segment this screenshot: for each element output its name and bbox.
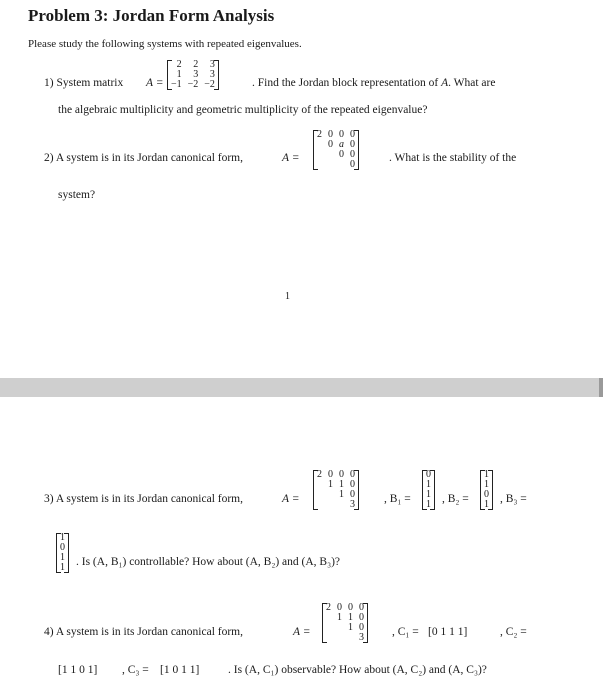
q3-matrix-entry: [325, 490, 336, 500]
q4-matrix-entry: 0: [348, 602, 353, 613]
q2-matrix-row: [314, 160, 358, 170]
q3-b3-entry: 1: [60, 562, 65, 573]
q4-matrix-entry: 1: [348, 622, 353, 633]
q3-b3-label: , B₃ =: [500, 493, 527, 505]
q3-matrix-entry: [314, 490, 325, 500]
q3-b1-label: , B₁ =: [384, 493, 411, 505]
q2-matrix-entry: 0: [350, 159, 355, 170]
q4-c1-vector: [0 1 1 1]: [428, 626, 468, 638]
q4-c1-label: , C₁ =: [392, 626, 419, 638]
q4-matrix-entry: [334, 633, 345, 643]
q4-c3-vector: [1 0 1 1]: [160, 664, 200, 676]
q3-matrix-entry: 1: [339, 479, 344, 490]
q3-matrix-entry: 1: [339, 489, 344, 500]
q2-matrix-entry: 0: [339, 129, 344, 140]
q4-matrix-entry: 0: [359, 612, 364, 623]
q3-matrix-entry: [314, 480, 325, 490]
q3-b2-entry: 1: [484, 469, 489, 480]
q4-matrix-entry: [334, 623, 345, 633]
q3-b3-entry: 1: [60, 532, 65, 543]
q4-matrix-entry: 0: [359, 602, 364, 613]
q3-b1-entry: 1: [426, 479, 431, 490]
q2-label: 2) A system is in its Jordan canonical form,: [44, 152, 243, 164]
q1-after-text2: . What are: [448, 77, 496, 89]
q2-matrix: [313, 130, 359, 170]
q1-matrix: [167, 60, 219, 90]
q2-matrix-entry: a: [339, 139, 344, 150]
page-divider: [0, 378, 603, 397]
q3-matrix-entry: 0: [339, 469, 344, 480]
q4-matrix-entry: 3: [359, 632, 364, 643]
problem-title: Problem 3: Jordan Form Analysis: [28, 6, 275, 25]
q3-b1-row: [423, 500, 434, 510]
q2-matrix-entry: 0: [339, 149, 344, 160]
q3-b1-entry: 0: [426, 469, 431, 480]
q4-matrix-entry: 2: [326, 602, 331, 613]
q1-matrix-entry: −2: [204, 79, 215, 90]
q4-matrix-entry: 1: [348, 612, 353, 623]
q2-matrix-entry: [314, 150, 325, 160]
q3-matrix-entry: 2: [317, 469, 322, 480]
q1-var: A =: [146, 77, 164, 89]
q3-b3-entry: 0: [60, 542, 65, 553]
q1-matrix-entry: 2: [193, 59, 199, 70]
page-2: [0, 397, 603, 700]
q3-b3-entry: 1: [60, 552, 65, 563]
q2-matrix-entry: [314, 160, 325, 170]
q3-line2: . Is (A, B₁) controllable? How about (A, B₂) and (A, B₃)?: [76, 556, 341, 568]
q3-label: 3) A system is in its Jordan canonical form,: [44, 493, 243, 505]
q2-matrix-entry: [336, 160, 347, 170]
q4-var: A =: [293, 626, 311, 638]
scrollbar-edge: [599, 378, 603, 397]
q1-matrix-entry: 2: [176, 59, 182, 70]
q3-b3-row: [57, 563, 68, 573]
q2-matrix-entry: [314, 140, 325, 150]
q3-var: A =: [282, 493, 300, 505]
q1-matrix-row: [168, 80, 218, 90]
q3-matrix-entry: 1: [328, 479, 333, 490]
q3-matrix-entry: [325, 500, 336, 510]
q3-b1-vector: [422, 470, 435, 510]
q1-after-text: . Find the Jordan block representation of: [252, 77, 439, 89]
q1-matrix-entry: 3: [193, 69, 199, 80]
q4-matrix-entry: [323, 633, 334, 643]
q4-matrix: [322, 603, 368, 643]
q4-c3-label: , C₃ =: [122, 664, 149, 676]
q2-line2: system?: [58, 189, 96, 201]
q2-matrix-entry: 0: [328, 129, 333, 140]
q3-b2-row: [481, 500, 492, 510]
q2-matrix-entry: 0: [328, 139, 333, 150]
q4-c2-label: , C₂ =: [500, 626, 527, 638]
q4-label: 4) A system is in its Jordan canonical form,: [44, 626, 243, 638]
q1-after: [252, 77, 495, 89]
q3-b1-entry: 1: [426, 489, 431, 500]
q3-matrix-entry: 0: [328, 469, 333, 480]
q3-matrix: [313, 470, 359, 510]
q3-b2-vector: [480, 470, 493, 510]
q3-matrix-entry: 0: [350, 469, 355, 480]
q4-matrix-entry: 0: [337, 602, 342, 613]
q1-matrix-entry: −1: [171, 79, 182, 90]
q2-var: A =: [282, 152, 300, 164]
q4-matrix-row: [323, 633, 367, 643]
page-number: 1: [285, 291, 290, 302]
q4-c2-vector: [1 1 0 1]: [58, 664, 98, 676]
intro-text: Please study the following systems with repeated eigenvalues.: [28, 38, 302, 50]
q2-matrix-entry: 0: [350, 139, 355, 150]
q3-b2-entry: 0: [484, 489, 489, 500]
q2-matrix-entry: [325, 150, 336, 160]
q1-label: 1) System matrix: [44, 77, 124, 89]
q2-matrix-entry: 0: [350, 129, 355, 140]
q4-matrix-entry: 1: [337, 612, 342, 623]
q3-matrix-entry: 3: [350, 499, 355, 510]
q3-matrix-row: [314, 500, 358, 510]
q4-matrix-entry: [345, 633, 356, 643]
q4-line2: . Is (A, C₁) observable? How about (A, C₂) and (A, C₃)?: [228, 664, 487, 676]
q1-matrix-entry: 1: [176, 69, 182, 80]
q2-matrix-entry: 2: [317, 129, 322, 140]
q3-b3-vector: [56, 533, 69, 573]
q4-matrix-entry: [323, 623, 334, 633]
q2-matrix-entry: [325, 160, 336, 170]
q3-matrix-entry: [314, 500, 325, 510]
q1-line2: the algebraic multiplicity and geometric multiplicity of the repeated eigenvalue?: [58, 104, 428, 116]
q3-matrix-entry: 0: [350, 479, 355, 490]
q1-matrix-entry: −2: [187, 79, 199, 90]
q2-after: . What is the stability of the: [389, 152, 517, 164]
q3-b1-entry: 1: [426, 499, 431, 510]
q3-matrix-entry: 0: [350, 489, 355, 500]
q2-matrix-entry: 0: [350, 149, 355, 160]
q3-b2-entry: 1: [484, 479, 489, 490]
q4-matrix-entry: 0: [359, 622, 364, 633]
q3-matrix-entry: [336, 500, 347, 510]
q3-b2-entry: 1: [484, 499, 489, 510]
q1-after-var: A: [441, 77, 449, 89]
q1-matrix-entry: 3: [209, 59, 215, 70]
q4-matrix-entry: [323, 613, 334, 623]
q3-b2-label: , B₂ =: [442, 493, 469, 505]
q1-matrix-entry: 3: [209, 69, 215, 80]
